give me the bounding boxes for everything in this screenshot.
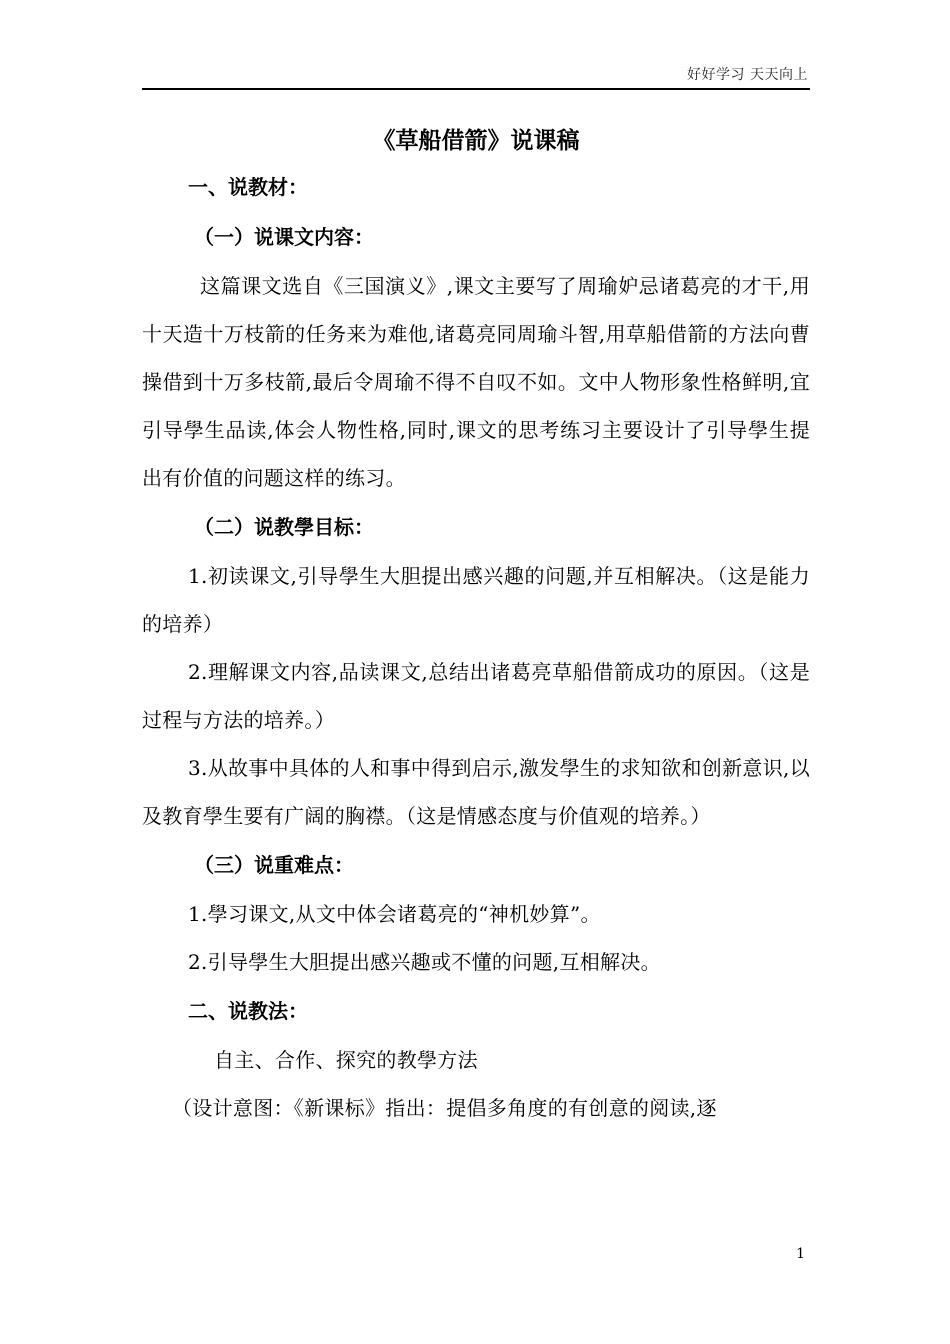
- design-intent-paragraph: （设计意图：《新课标》指出：提倡多角度的有创意的阅读,逐: [172, 1096, 717, 1120]
- document-body: [142, 120, 810, 1132]
- page-number: 1: [796, 1246, 805, 1262]
- page-header: 好好学习 天天向上: [687, 67, 808, 83]
- document-title: 《草船借箭》说课稿: [372, 127, 580, 154]
- goal-item-3: 3.从故事中具体的人和事中得到启示,激发學生的求知欲和创新意识,以及教育學生要有广阔的胸襟。（这是情感态度与价值观的培养。）: [142, 756, 810, 828]
- subsection-heading-content: （一）说课文内容：: [194, 225, 374, 249]
- method-paragraph: 自主、合作、探究的教學方法: [214, 1048, 478, 1072]
- paragraph-content: 这篇课文选自《三国演义》,课文主要写了周瑜妒忌诸葛亮的才干,用十天造十万枝箭的任务来为难他,诸葛亮同周瑜斗智,用草船借箭的方法向曹操借到十万多枝箭,最后令周瑜不得不自叹不如。文中人物形象性格鲜明,宜引导學生品读,体会人物性格,同时,课文的思考练习主要设计了引导學生提出有价值的问题这样的练习。: [142, 274, 810, 490]
- subsection-heading-goals: （二）说教學目标：: [194, 515, 374, 539]
- header-divider: [142, 88, 810, 90]
- key-point-item-2: 2.引导學生大胆提出感兴趣或不懂的问题,互相解决。: [188, 950, 661, 974]
- section-heading-textbook: 一、说教材：: [188, 175, 308, 199]
- section-heading-method: 二、说教法：: [188, 999, 308, 1023]
- goal-item-2: 2.理解课文内容,品读课文,总结出诸葛亮草船借箭成功的原因。（这是过程与方法的培养。）: [142, 660, 810, 732]
- subsection-heading-key-points: （三）说重难点：: [194, 853, 354, 877]
- goal-item-1: 1.初读课文,引导學生大胆提出感兴趣的问题,并互相解决。（这是能力的培养）: [142, 564, 810, 636]
- key-point-item-1: 1.學习课文,从文中体会诸葛亮的“神机妙算”。: [188, 902, 601, 926]
